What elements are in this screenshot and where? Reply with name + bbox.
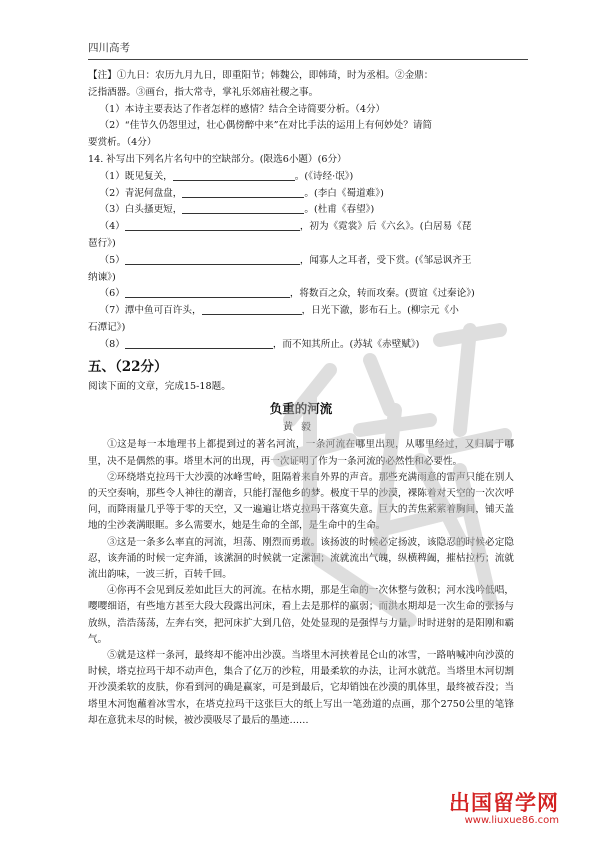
q14-item-6	[88, 286, 514, 303]
q14-item-prefix: （1）既见复关，	[99, 170, 173, 182]
answer-blank[interactable]	[182, 186, 304, 198]
q14-item-prefix: （7）潭中鱼可百许头，	[99, 305, 202, 317]
q14-item-4-cont: 琶行》)	[88, 237, 116, 249]
q13-question-1: （1）本诗主要表达了作者怎样的感情？结合全诗简要分析。（4分）	[99, 103, 386, 115]
q14-item-prefix: （6）	[99, 288, 125, 300]
q13-question-2-cont: 要赏析。（4分）	[88, 137, 157, 149]
page-header	[88, 40, 528, 60]
q14-item-8	[88, 337, 514, 354]
q14-item-suffix: 。(李白《蜀道难》)	[304, 187, 384, 199]
article-title: 负重的河流	[269, 401, 333, 417]
document-body	[88, 68, 514, 729]
header-title: 四川高考	[88, 42, 130, 54]
article-paragraph-4: ④你再不会见到反差如此巨大的河流。在枯水期，那是生命的一次休整与敛积；河水浅吟低唱，嘤嘤细语，有些地方甚至大段大段露出河床，看上去是那样的羸弱；而洪水期却是一次生命的张扬与放纵，浩浩荡荡，左奔右突，把河床扩大到几倍，处处显现的是强悍与力量，时时迸射的是阳刚和霸气。	[88, 585, 514, 645]
q14-item-5	[88, 253, 514, 270]
q14-item-suffix: 。(杜甫《春望》)	[304, 204, 375, 216]
site-name: 出国留学网	[449, 791, 559, 815]
article-paragraph-1: ①这是每一本地理书上都提到过的著名河流，一条河流在哪里出现，从哪里经过，又归属于哪里，决不是偶然的事。塔里木河的出现，再一次证明了作为一条河流的必然性和必要性。	[88, 439, 514, 467]
section-heading: 五、（22分）	[88, 358, 168, 375]
article-paragraph-3: ③这是一条多么率直的河流，坦荡、刚烈而勇敢。该扬波的时候必定扬波，该隐忍的时候必定隐忍，该奔涌的时候一定奔涌，该潆洄的时候就一定潆洄；流就流出气魄，纵横稗阖，摧枯拉朽；流就流出韵味，一波三折，百转千回。	[88, 536, 514, 580]
article-paragraph-2: ②环绕塔克拉玛干大沙漠的冰峰雪岭，阻隔着来自外界的声音。那些充满雨意的雷声只能在别人的天空奏响，那些令人神往的潮音，只能打湿他乡的梦。极度干旱的沙漠，裸陈着对天空的一次次呼问，而降雨量几乎等于零的天空，又一遍遍让塔克拉玛干落寞失意。巨大的苦焦萦萦着胸间，铺天盖地的尘沙袭满眼眶。多么需要水，她是生命的全部，是生命中的生命。	[88, 471, 514, 532]
q14-item-prefix: （8）	[99, 338, 125, 350]
q14-item-suffix: ，将数百之众，转而攻秦。(贾谊《过秦论》)	[289, 288, 475, 300]
section-intro: 阅读下面的文章，完成15-18题。	[88, 380, 231, 392]
q14-item-prefix: （4）	[99, 221, 125, 233]
q14-item-suffix: ，初为《霓裳》后《六幺》。(白居易《琵	[299, 221, 472, 233]
answer-blank[interactable]	[125, 253, 300, 265]
answer-blank[interactable]	[125, 337, 273, 349]
q14-item-1	[88, 169, 514, 186]
q14-item-suffix: 。(《诗经·氓》)	[294, 170, 354, 182]
q14-item-5-cont: 纳谏》)	[88, 271, 116, 283]
article-paragraph-5: ⑤就是这样一条河，最终却不能冲出沙漠。当塔里木河挟着昆仑山的冰雪，一路呐喊冲向沙漠的时候，塔克拉玛干却不动声色，集合了亿万的沙粒，用最柔软的办法，让河水就范。当塔里木河切割开沙漠柔软的皮肤，你看到河的确是赢家，可是到最后，它却销蚀在沙漠的肌体里，最终被吞没；当塔里木河饱蘸着冰雪水，在塔克拉玛干这张巨大的纸上写出一笔劲道的点画，那个2750公里的笔锋却在意犹未尽的时候，被沙漠吸尽了最后的墨迹……	[88, 649, 514, 726]
q14-item-suffix: ，日光下澈，影布石上。(柳宗元《小	[301, 305, 459, 317]
note-line-2: 泛指酒器。③画台，指大常寺，掌礼乐郊庙社稷之事。	[88, 86, 319, 98]
answer-blank[interactable]	[182, 202, 304, 214]
q14-item-7	[88, 303, 514, 320]
q14-item-7-cont: 石潭记》)	[88, 321, 126, 333]
answer-blank[interactable]	[125, 286, 290, 298]
answer-blank[interactable]	[202, 303, 302, 315]
answer-blank[interactable]	[173, 169, 295, 181]
q14-item-4	[88, 219, 514, 236]
answer-blank[interactable]	[125, 219, 300, 231]
q14-item-prefix: （5）	[99, 254, 125, 266]
article-author: 黄毅	[283, 422, 319, 434]
site-url: www.liuxue86.com	[464, 815, 559, 826]
q14-title: 14. 补写出下列名片名句中的空缺部分。(限选6小题）(6分）	[88, 153, 347, 165]
q13-question-2: （2）“佳节久仍怨里过，壮心偶傍醉中来”在对比手法的运用上有何妙处？请简	[99, 120, 433, 132]
q14-item-2	[88, 186, 514, 203]
site-logo	[449, 787, 559, 826]
q14-item-suffix: ，而不知其所止。(苏轼《赤壁赋》)	[272, 338, 420, 350]
q14-item-prefix: （2）青泥何盘盘，	[99, 187, 183, 199]
q14-item-suffix: ，闻寡人之耳者，受下赏。(《邹忌讽齐王	[299, 254, 472, 266]
q14-item-prefix: （3）白头搔更短，	[99, 204, 183, 216]
q14-item-3	[88, 202, 514, 219]
note-line-1: 【注】①九日：农历九月九日，即重阳节；韩魏公，即韩琦，时为丞相。②金鼎：	[88, 70, 434, 81]
